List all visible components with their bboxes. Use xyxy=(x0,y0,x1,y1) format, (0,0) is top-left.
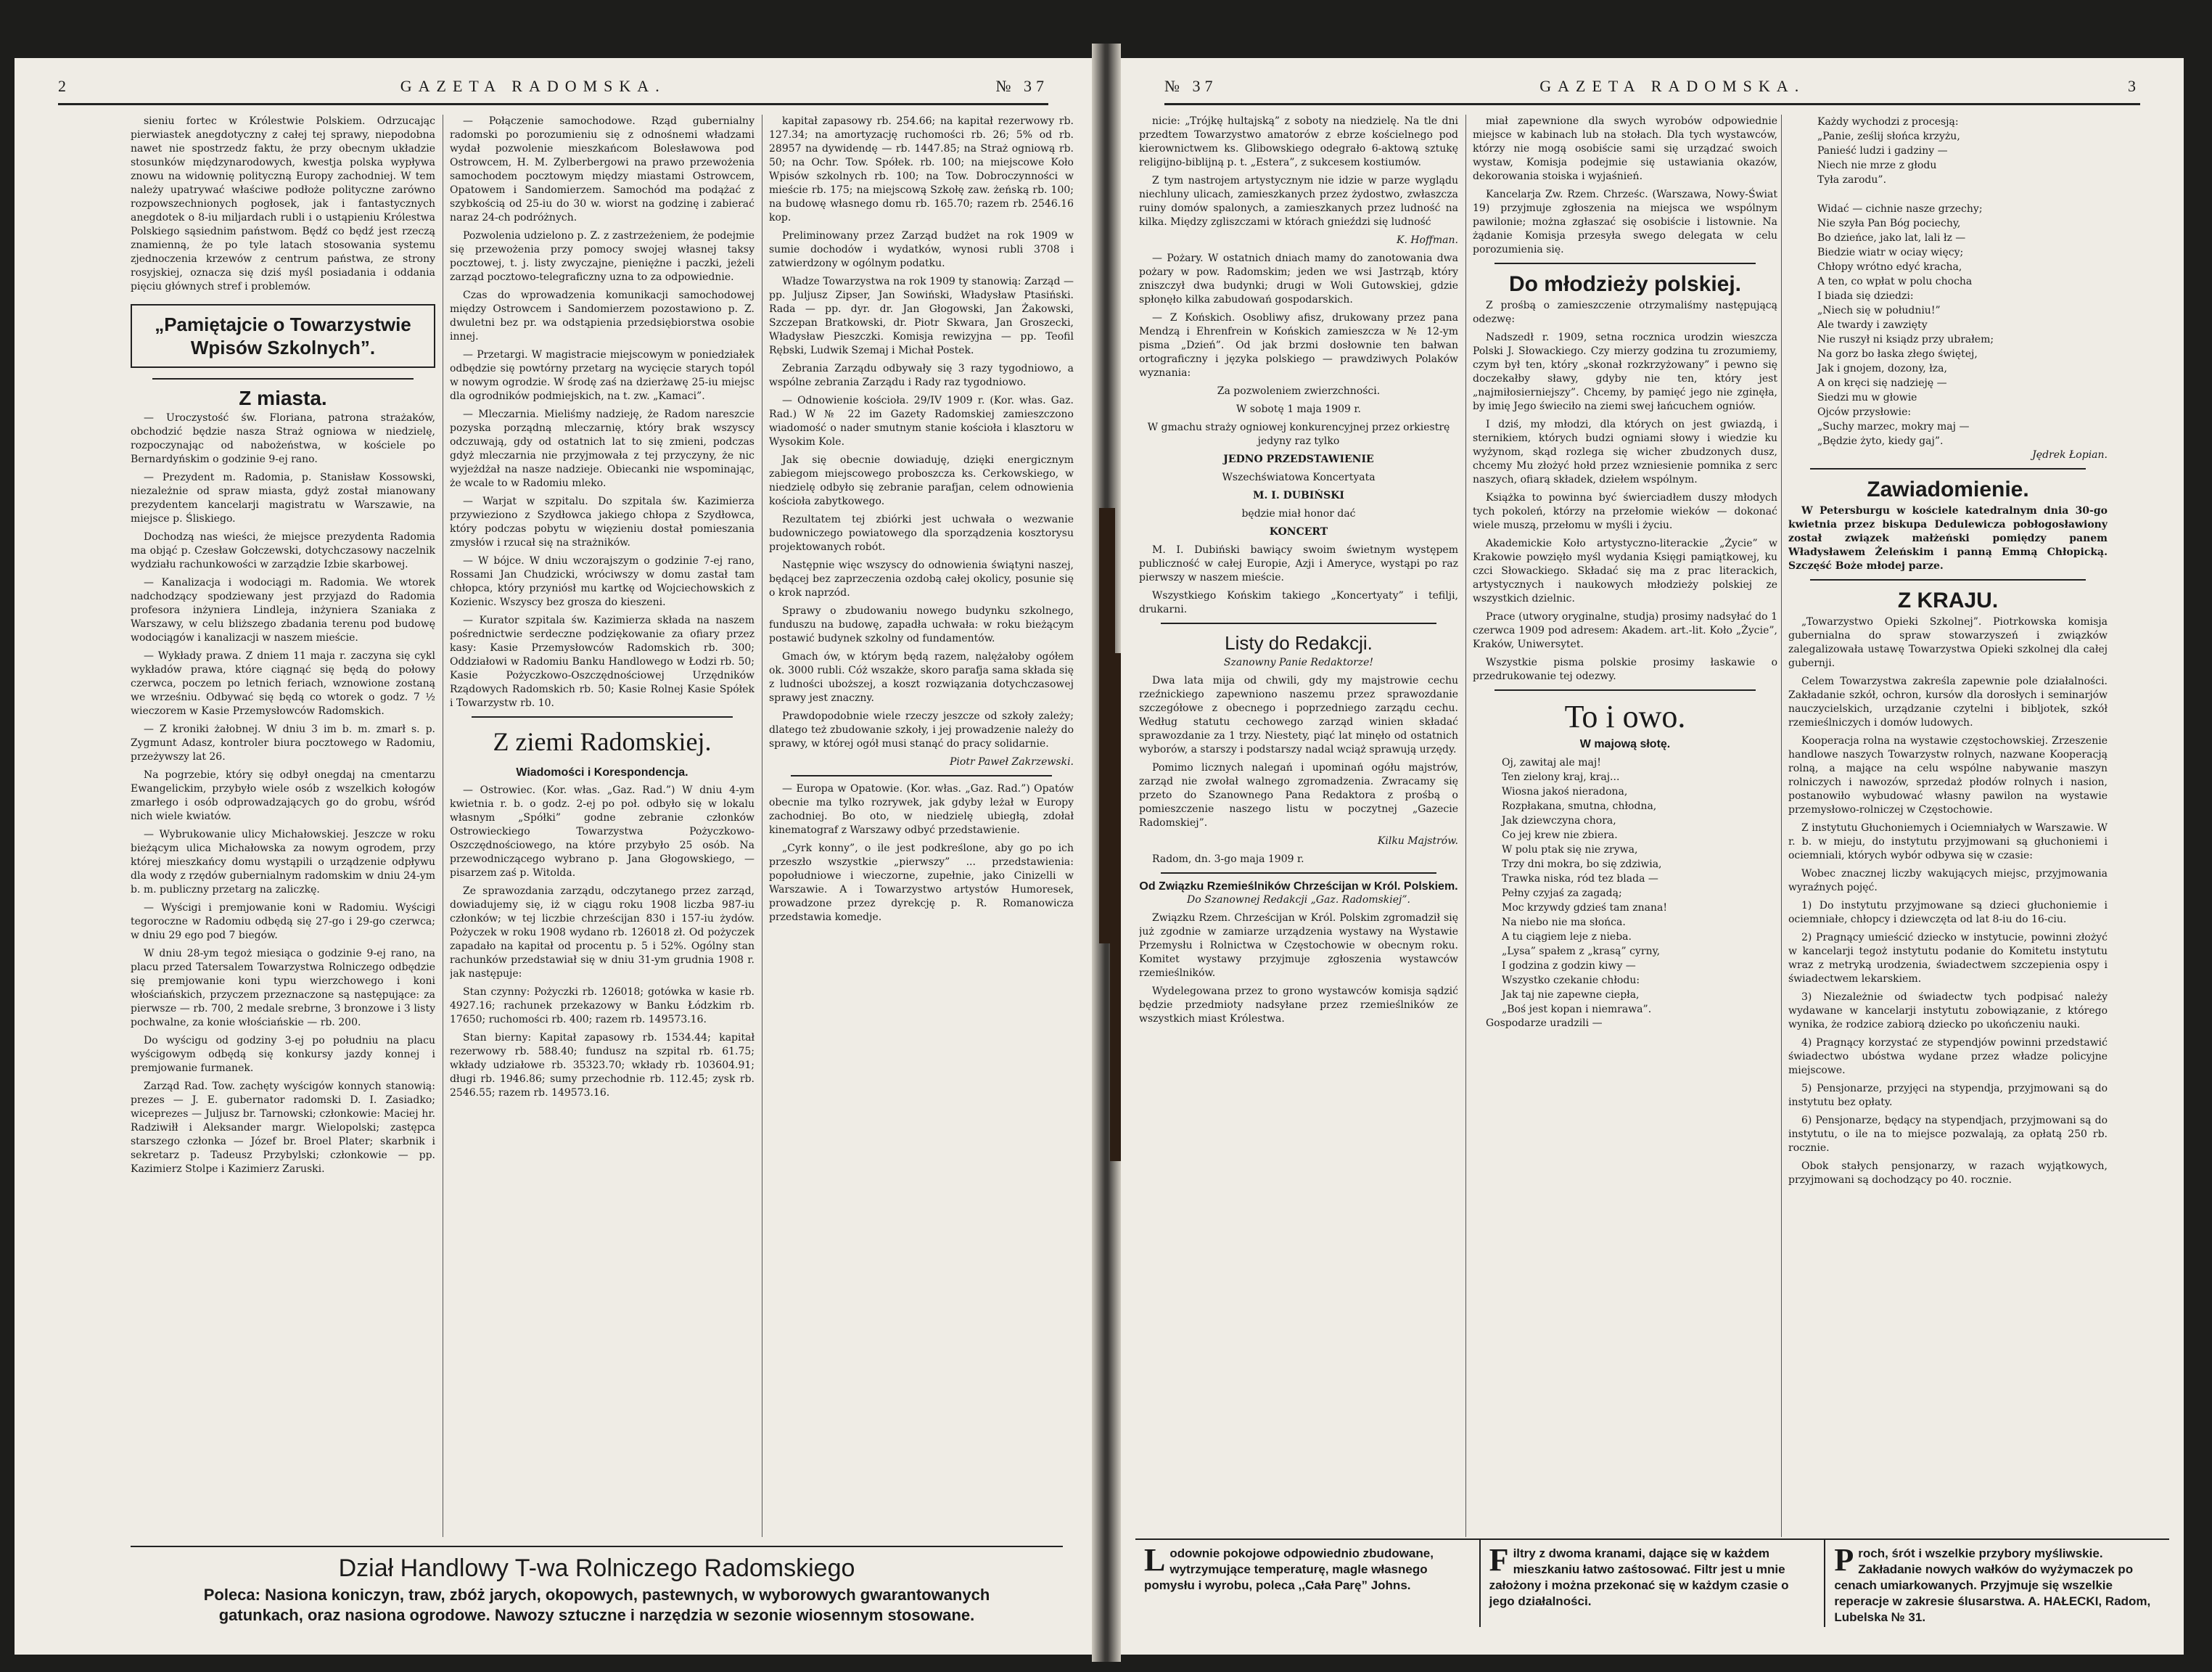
poem-title: W majową słotę. xyxy=(1579,738,1671,750)
classified-ad xyxy=(1135,1540,1481,1627)
article-paragraph: W dniu 28-ym tegoż miesiąca o godzinie 9-ej rano, na placu przed Tatersalem Towarzystwa Rolniczego odbędzie się premjowanie koni typu wierzchowego i koni włościańskich, przyczem przeznaczone są następujące: za pierwsze — rb. 700, 2 medale srebrne, 3 bronzowe i 3 listy pochwalne, za konie włościańskie — rb. 200. xyxy=(131,948,435,1028)
article-paragraph: Zarząd Rad. Tow. zachęty wyścigów konnych stanowią: prezes — J. E. gubernator radomski D. I. Zasiadko; wiceprezes — Juljusz br. Tarnowski; członkowie: Maciej hr. Radziwiłł i Aleksander margr. Wielopolski; zastępca starszego członka — Józef br. Broel Plater; skarbnik i sekretarz p. Tadeusz Przybylski; członkowie — pp. Kazimierz Stolpe i Kazimierz Zaruski. xyxy=(131,1081,435,1175)
poem-line: Nie ruszył ni ksiądz przy ubrałem; xyxy=(1817,334,1994,345)
article-paragraph: Akademickie Koło artystyczno-literackie „Życie” w Krakowie powzięło myśl wydania Księgi pamiątkowej, ku czci Słowackiego. Składać się ma z prac literackich, artystycznych i naukowych młodzieży polskiej ze wszystkich dzielnic. xyxy=(1473,538,1777,605)
article-paragraph: Czas do wprowadzenia komunikacji samochodowej między Ostrowcem i Sandomierzem pozostawiono p. Z. dwuletni bez pr. wa odstąpienia przedsiębiorstwa osobie innej. xyxy=(450,290,755,343)
article-paragraph: Obok stałych pensjonarzy, w razach wyjątkowych, przyjmowani są dochodzący po 40. rocznie. xyxy=(1788,1160,2108,1186)
article-paragraph: 1) Do instytutu przyjmowane są dzieci głuchoniemie i ociemniałe, chłopcy i dziewczęta od lat 8-iu do 16-ciu. xyxy=(1788,900,2108,925)
article-paragraph: Celem Towarzystwa zakreśla zapewnie pole działalności. Zakładanie szkół, ochron, kursów dla dorosłych i seminarjów nauczycielskich, urządzanie czytelni i bibljotek, szkół rzemieślniczych i domów ludowych. xyxy=(1788,676,2108,729)
divider xyxy=(152,378,414,380)
poem-line: Ten zielony kraj, kraj... xyxy=(1502,771,1620,783)
poem-line: Bo dzieńce, jako lat, lali łz — xyxy=(1817,232,1966,244)
left-issue-number: № 37 xyxy=(995,77,1048,95)
left-page xyxy=(15,58,1092,1655)
left-page-number: 2 xyxy=(58,77,70,95)
ad-line: gatunkach, oraz nasiona ogrodowe. Nawozy sztuczne i narzędzia w sezonie wiosennym stosowane. xyxy=(218,1606,975,1624)
left-running-title: GAZETA RADOMSKA. xyxy=(400,77,666,95)
divider xyxy=(1494,689,1756,691)
article-paragraph: 3) Niezależnie od świadectw tych podpisać należy wydawane w kancelarji instytutu zobowiązanie, z którego wynika, że rodzice zabiorą dziecko po ukończeniu nauki. xyxy=(1788,991,2108,1030)
right-running-head xyxy=(1164,74,2140,99)
poem-line: Moc krzywdy gdzieś tam znana! xyxy=(1502,902,1667,914)
poem-line: A on kręci się nadzieję — xyxy=(1817,377,1947,389)
poem-line: Na niebo nie ma słońca. xyxy=(1502,917,1626,928)
section-heading: Z KRAJU. xyxy=(1897,589,1999,612)
article-paragraph: 6) Pensjonarze, będący na stypendjach, przyjmowani są do instytutu, o ile na to miejsce pozwalają, za opłatą 250 rb. rocznie. xyxy=(1788,1115,2108,1154)
right-issue-number: № 37 xyxy=(1164,77,1217,95)
left-header-rule xyxy=(58,103,1048,105)
article-paragraph: Pozwolenia udzielono p. Z. z zastrzeżeniem, że podejmie się przewożenia przy pomocy swojej własnej taksy pocztowej, t. j. listy zwyczajne, pieniężne i paczki, jeżeli zarząd pocztowo-telegraficzny uzna to za odpowiednie. xyxy=(450,230,755,283)
article-paragraph: Wydelegowana przez to grono wystawców komisja sądzić będzie przedmioty nadsyłane przez rzemieślników ze wszystkich miast Królestwa. xyxy=(1139,985,1458,1025)
section-heading: Do młodzieży polskiej. xyxy=(1508,272,1742,296)
signature: Piotr Paweł Zakrzewski. xyxy=(950,756,1074,768)
article-paragraph: Pomimo licznych nalegań i upominań ogółu majstrów, zarząd nie zwołał walnego zgromadzenia. Zwracamy się przeto do Szanownego Pana Redaktora z prośbą o pomieszczenie naszego listu w poczytnej „Gazecie Radomskiej”. xyxy=(1139,762,1458,829)
notice-line: będzie miał honor dać xyxy=(1241,508,1356,520)
section-heading: Listy do Redakcji. xyxy=(1225,632,1373,654)
left-running-head xyxy=(58,74,1048,99)
article-paragraph: Zebrania Zarządu odbywały się 3 razy tygodniowo, a wspólne zebrania Zarządu i Rady raz tygodniowo. xyxy=(769,363,1074,388)
right-column-1 xyxy=(1139,115,1458,1537)
divider xyxy=(472,716,733,718)
article-paragraph: „Towarzystwo Opieki Szkolnej”. Piotrkowska komisja gubernialna do spraw stowarzyszeń i związków zalegalizowała ustawę Towarzystwa Opieki szkolnej dla całej gubernji. xyxy=(1788,616,2108,669)
section-heading: Od Związku Rzemieślników Chrześcijan w Król. Polskiem. xyxy=(1139,880,1458,893)
poem-line: Jak taj nie zapewne ciepła, xyxy=(1502,989,1640,1001)
poem-line: Trawka niska, ród tez blada — xyxy=(1502,873,1658,885)
poem-line: I biada się dziedzi: xyxy=(1817,290,1914,302)
article-paragraph: Z instytutu Głuchoniemych i Ociemniałych w Warszawie. W r. b. w mieju, do instytutu przyjmowani są głuchoniemi i ociemniali, których wybór odbywa się w czasie: xyxy=(1788,822,2108,861)
article-paragraph: — Kurator szpitala św. Kazimierza składa na naszem pośrednictwie serdeczne podziękowanie za ofiary przez kasy: Kasie Przemysłowców Radomskich rb. 300; Oddziałowi w Radomiu Banku Handlowego w Łodzi rb. 50; Kasie Pożyczkowo-Oszczędnościowej Urzędników Rządowych Radomskich rb. 50; Kasie Rolnej Kasie Spółek i Towarzystw rb. 10. xyxy=(450,615,755,709)
article-paragraph: — Wybrukowanie ulicy Michałowskiej. Jeszcze w roku bieżącym ulica Michałowska za nowym ogrodem, przy której mieszkańcy domu wystąpili o urządzenie odpływu dla wody z rzędów gubernialnym radomskim w dniu 24-ym b. m. publiczny przetarg na zaliczkę. xyxy=(131,829,435,896)
article-paragraph: — Z Końskich. Osobliwy afisz, drukowany przez pana Mendzą i Ehrenfrein w Końskich zamieszcza w № 12-ym pisma „Dzień”. Od jak brzmi dosłownie ten bałwan ortograficzny i języka polskiego — prawdziwych Polaków wyznania: xyxy=(1139,312,1458,379)
poem-line: Wszystko czekanie chłodu: xyxy=(1502,975,1640,986)
poem-line: Jak dziewczyna chora, xyxy=(1502,815,1616,827)
poem-line: „Suchy marzec, mokry maj — xyxy=(1817,421,1970,433)
article-paragraph: Kancelarja Zw. Rzem. Chrześc. (Warszawa, Nowy-Świat 19) przyjmuje zgłoszenia na miejsca we wspólnym pawilonie; można zgłaszać się osobiście i listownie. Na żądanie Komisja przesyła swego delegata w celu porozumienia się. xyxy=(1473,189,1777,255)
article-paragraph: Gmach ów, w którym będą razem, nalężałoby ogółem ok. 3000 rubli. Cóż wszakże, skoro parafja sama składa się z ludności uboższej, a koszt rozwiązania dotychczasowej sprawy jest znaczny. xyxy=(769,651,1074,704)
signature: K. Hoffman. xyxy=(1396,234,1458,246)
advertisement-banner xyxy=(131,1546,1063,1634)
article-paragraph: sieniu fortec w Królestwie Polskiem. Odrzucając pierwiastek anegdotyczny z całej tej sprawy, niepodobna nawet nie spostrzedz faktu, że przy obecnym układzie stosunków międzynarodowych, kwestja polska wypływa znowu na widownię polityczną Europy zachodniej. W tem należy upatrywać właściwe podłoże polityczne zarówno rozpowszechnionych pogłosek, jak i fantastycznych anegdotek o 8-iu miljardach rubli i o ustąpieniu Królestwa Polskiego sąsiednim państwom. Będź co będź jest rzeczą znamienną, że po tyle latach stosowania systemu zjednoczenia krzewów z centrum państwa, ze strony rosyjskiej, oznacza się dziś myśl posiadania i oddania pięciu głównych stref i problemów. xyxy=(131,115,435,292)
article-paragraph: Na pogrzebie, który się odbył onegdaj na cmentarzu Ewangelickim, przybyło wiele osób z wszelkich kołogów zmarłego i osób odprowadzających go do grobu, wśród nich wiele kwiatów. xyxy=(131,769,435,822)
poem-line: Wiosna jakoś nieradona, xyxy=(1502,786,1628,798)
poem-line: Pełny czyjaś za zagadą; xyxy=(1502,888,1622,899)
section-heading: Z ziemi Radomskiej. xyxy=(493,727,712,756)
article-paragraph: — Prezydent m. Radomia, p. Stanisław Kossowski, niezależnie od spraw miasta, gdyż został mianowany prezydentem kancelarji magistratu w Warszawie, na miejsce p. Śliskiego. xyxy=(131,472,435,525)
date-line: Radom, dn. 3-go maja 1909 r. xyxy=(1152,853,1304,865)
article-paragraph: — Europa w Opatowie. (Kor. włas. „Gaz. Rad.”) Opatów obecnie ma tylko rozrywek, jak gdyby leżał w Europy zachodniej. Bo oto, w niedzielę ubiegłą, zdołał kinematograf z Warszawy odbyć przedstawienie. xyxy=(769,783,1074,836)
section-heading: Zawiadomienie. xyxy=(1867,478,2029,501)
poem-line: Siedzi mu w głowie xyxy=(1817,392,1917,403)
article-paragraph: Książka to powinna być świerciadłem duszy młodych tych pokoleń, którzy na przełomie wieków — dokonać wiele muszą, przełomu w myśli i życiu. xyxy=(1473,492,1777,531)
poem-line: „Lysa” spałem z „krasą” cyrny, xyxy=(1502,946,1661,957)
boxed-slogan: „Pamiętajcie o Towarzystwie Wpisów Szkolnych”. xyxy=(131,304,435,368)
classified-ad xyxy=(1825,1540,2169,1627)
left-column-3 xyxy=(769,115,1074,1537)
right-page xyxy=(1121,58,2184,1655)
article-paragraph: M. I. Dubiński bawiący swoim świetnym występem publiczność w całej Europie, Azji i Ameryce, wystąpi po raz pierwszy w naszem mieście. xyxy=(1139,544,1458,583)
classified-ads-row xyxy=(1135,1538,2169,1627)
classified-ad xyxy=(1481,1540,1826,1627)
divider xyxy=(791,775,1052,776)
poem-line: Niech nie mrze z głodu xyxy=(1817,160,1937,171)
article-paragraph: Sprawy o zbudowaniu nowego budynku szkolnego, funduszu na budowę, zapadła uchwała: w roku bieżącym postawić budynek szkolny od fundamentów. xyxy=(769,605,1074,644)
right-running-title: GAZETA RADOMSKA. xyxy=(1539,77,1806,95)
left-column-2 xyxy=(450,115,755,1537)
article-paragraph: — Wykłady prawa. Z dniem 11 maja r. zaczyna się cykl wykładów prawa, które ciągnąć się będą do połowy czerwca, poczem po letnich feriach, wznowione zostaną we wrześniu. Odbywać się będą co wtorek o godz. 7 ½ wieczorem w Kasie Przemysłowców Radomskich. xyxy=(131,650,435,717)
article-paragraph: Preliminowany przez Zarząd budżet na rok 1909 w sumie dochodów i wydatków, wynosi rubli 3708 i zatwierdzony w ogólnym podatku. xyxy=(769,230,1074,269)
ad-title: Dział Handlowy T-wa Rolniczego Radomskiego xyxy=(338,1554,855,1582)
article-paragraph: Dochodzą nas wieści, że miejsce prezydenta Radomia ma objąć p. Czesław Gołczewski, dotychczasowy naczelnik wydziału rachunkowości w zarządzie Izbie skarbowej. xyxy=(131,531,435,570)
right-column-3 xyxy=(1788,115,2108,1537)
divider xyxy=(1810,579,2086,581)
article-paragraph: Stan czynny: Pożyczki rb. 126018; gotówka w kasie rb. 4927.16; rachunek przekazowy w Banku Łódzkim rb. 17650; ruchomości rb. 400; razem rb. 149573.16. xyxy=(450,986,755,1025)
article-paragraph: — Uroczystość św. Floriana, patrona strażaków, obchodzić będzie nasza Straż ogniowa w niedzielę, rozpoczynając od nabożeństwa, w kościele po Bernardyńskim o godzinie 9-ej rano. xyxy=(131,412,435,465)
article-paragraph: Dwa lata mija od chwili, gdy my majstrowie cechu rzeźnickiego zapewniono naszemu przez sprawozdanie szczegółowe z obecnego i poprzedniego zarządu cechu. Według statutu cechowego zarząd winien składać sprawozdanie za 1 trzy. Niestety, piąć lat minęło od ostatnich wyborów, a starszy i podstarszy nadal wciąż sprawują urzędy. xyxy=(1139,675,1458,755)
article-paragraph: — W bójce. W dniu wczorajszym o godzinie 7-ej rano, Rossami Jan Chudzicki, wróciwszy w domu zastał tam chłopca, który przyniósł mu kartkę od Wojciechowskich z Kozienic. Wszyscy bez grosza do kieszeni. xyxy=(450,555,755,608)
right-page-number: 3 xyxy=(2127,77,2140,95)
column-rule xyxy=(1465,115,1466,1537)
article-paragraph: 2) Pragnący umieścić dziecko w instytucie, powinni złożyć w kancelarji tegoż instytutu podanie do Komitetu instytutu wraz z metryką urodzenia, świadectwem szczepienia ospy i świadectwem lekarskiem. xyxy=(1788,932,2108,985)
poem-line: I godzina z godzin kiwy — xyxy=(1502,960,1636,972)
article-paragraph: 4) Pragnący korzystać ze stypendjów powinni przedstawić świadectwo ubóstwa wydane przez władze policyjne miejscowe. xyxy=(1788,1037,2108,1076)
article-paragraph: W Petersburgu w kościele katedralnym dnia 30-go kwietnia przez biskupa Dedulewicza pobłogosławiony został związek małżeński pomiędzy panem Władysławem Żeleńskim i panną Emmą Chłopicką. Szczęść Boże młodej parze. xyxy=(1788,505,2108,572)
poem-line: Chłopy wrótno edyć kracha, xyxy=(1817,261,1962,273)
poem-line: W polu ptak się nie zrywa, xyxy=(1502,844,1638,856)
article-paragraph: — Mleczarnia. Mieliśmy nadzieję, że Radom nareszcie pozyska porządną mleczarnię, który brak wszyscy odczuwają, gdy od ostatnich lat to się zmieni, podczas gdyż mleczarnia nie przyjmowała z tej przyczyny, że nic wyjeżdżał na nasze nadzieje. Obiecanki nie wspominając, że wcale to w Radomiu mleko. xyxy=(450,409,755,489)
article-paragraph: Władze Towarzystwa na rok 1909 ty stanowią: Zarząd — pp. Juljusz Zipser, Jan Sowiński, Władysław Ptasiński. Rada — pp. dyr. dr. Jan Głogowski, Jan Żakowski, Szczepan Bratkowski, dr. Piotr Skwara, Jan Groszecki, Władysław Pieszczki. Komisja rewizyjna — pp. Teofil Rębski, Ludwik Szemaj i Michał Postek. xyxy=(769,276,1074,356)
article-paragraph: „Cyrk konny”, o ile jest podkreślone, aby go po ich przeszło wszystkie „pierwszy” ... przedstawienia: popołudniowe i wieczorne, zupełnie, jako Cinizelli w Warszawie. A i Towarzystwo artystów Humoresek, prowadzone przez dyrekcję p. R. Romanowicza przedstawia komedje. xyxy=(769,843,1074,923)
divider xyxy=(1161,623,1436,624)
article-paragraph: Wobec znacznej liczby wakujących miejsc, przyjmowania wyraźnych pojęć. xyxy=(1788,868,2108,893)
ad-text: roch, śrót i wszelkie przybory myśliwskie. Zakładanie nowych wałków do wyżymaczek po cenach umiarkowanych. Przyjmuje się wszelkie reperacje w zakresie ślusarstwa. A. HAŁECKI, Radom, Lubelska № 31. xyxy=(1834,1546,2151,1624)
ad-line: Poleca: Nasiona koniczyn, traw, zbóż jarych, okopowych, pastewnych, w wyborowych gwarantowanych xyxy=(203,1586,990,1604)
divider xyxy=(1494,263,1756,264)
notice-line: W sobotę 1 maja 1909 r. xyxy=(1235,403,1361,415)
notice-line: JEDNO PRZEDSTAWIENIE xyxy=(1223,454,1374,465)
poem-line: Panieść ludzi i gadziny — xyxy=(1817,145,1948,157)
article-paragraph: Jak się obecnie dowiaduję, dzięki energicznym zabiegom miejscowego proboszcza ks. Cerkowskiego, w niedzielę odbyło się zebranie parafjan, celem odnowienia kościoła zabytkowego. xyxy=(769,454,1074,507)
poem-line: „Boś jest kopan i niemrawa”. xyxy=(1502,1004,1652,1015)
poem-line: Trzy dni mokra, bo się zdziwia, xyxy=(1502,858,1662,870)
divider xyxy=(1161,872,1436,874)
left-column-1 xyxy=(131,115,435,1537)
poem-line: Na gorz bo łaska złego świętej, xyxy=(1817,348,1978,360)
notice-line: KONCERT xyxy=(1269,526,1328,538)
article-paragraph: — Wyścigi i premjowanie koni w Radomiu. Wyścigi tegoroczne w Radomiu odbędą się 27-go i 29-go czerwca; w dniu 29 ego pod 7 biegów. xyxy=(131,902,435,941)
poem-line: Gospodarze uradzili — xyxy=(1486,1017,1603,1029)
notice-line: W gmachu straży ogniowej konkurencyjnej przez orkiestrę jedyny raz tylko xyxy=(1147,422,1450,447)
poem-line: „Panie, ześlij słońca krzyżu, xyxy=(1817,131,1960,142)
article-paragraph: Wszystkie pisma polskie prosimy łaskawie o przedrukowanie tej odezwy. xyxy=(1473,657,1777,682)
article-paragraph: — Pożary. W ostatnich dniach mamy do zanotowania dwa pożary w pow. Radomskim; jeden we wsi Jastrząb, który zniszczył dwa budynki; drugi w Woli Gutowskiej, gdzie spłonęło kilka zabudowań gospodarskich. xyxy=(1139,253,1458,306)
article-paragraph: — Ostrowiec. (Kor. włas. „Gaz. Rad.”) W dniu 4-ym kwietnia r. b. o godz. 2-ej po poł. odbyło się w lokalu własnym „Spółki” godne zebranie członków Ostrowieckiego Towarzystwa Pożyczkowo-Oszczędnościowego, na które przybyło 25 osób. Na przewodniczącego wybrano p. Jana Głogowskiego, — pisarzem zaś p. Witolda. xyxy=(450,784,755,879)
article-paragraph: I dziś, my młodzi, dla których on jest gwiazdą, i sternikiem, których budzi ogniami słowy i wiedzie ku wyżynom, skąd rozlega się wicher zbudzonych dusz, chcemy Mu złożyć hołd przez wzniesienie pomnika z serc naszych, ofiarą składek, dziełem wspólnym. xyxy=(1473,419,1777,485)
poem-line: Ale twardy i zawzięty xyxy=(1817,319,1928,331)
article-paragraph: 5) Pensjonarze, przyjęci na stypendja, przyjmowani są do instytutu bez opłaty. xyxy=(1788,1083,2108,1108)
article-paragraph: Nadszedł r. 1909, setna rocznica urodzin wieszcza Polski J. Słowackiego. Czy mierzy godzina tu zrozumiemy, czym był ten, który „skonał rozkrzyżowany” i pewno się doczekałby sławy, gdyby nie ten, który jest „najmiłosierniejszy”. Chcemy, by pamięć jego nie zginęła, by imię Jego świeciło na ziemi swej łańcuchem ogniów. xyxy=(1473,332,1777,412)
article-paragraph: nicie: „Trójkę hultajską” z soboty na niedzielę. Na tle dni przedtem Towarzystwo amatorów z ebrze kościelnego pod kierownictwem ks. Glibowskiego odegrało 6-aktową sztukę religijno-biblijną p. t. „Estera”, z sukcesem kostiumów. xyxy=(1139,115,1458,168)
article-paragraph: Ze sprawozdania zarządu, odczytanego przez zarząd, dowiadujemy się, iż w ciągu roku 1908 liczba 987-iu członków; w tej liczbie chrześcijan 830 i 157-iu żydów. Pożyczek w roku 1908 wydano rb. 126018 zł. Od pożyczek zapadało na kapitał od procentu p. 5 i 52%. Ogólny stan rachunków przedstawiał się w dniu 31-ym grudnia 1908 r. jak następuje: xyxy=(450,885,755,980)
drop-cap: L xyxy=(1144,1542,1166,1578)
article-paragraph: miał zapewnione dla swych wyrobów odpowiednie miejsce w kabinach lub na stołach. Dla tych wystawców, którzy nie mogą osobiście sami się urządzać swoich wystaw, Komisja podejmie się ustawiania okazów, dekorowania stoiska i wyjaśnień. xyxy=(1473,115,1777,182)
section-heading: Z miasta. xyxy=(239,387,327,409)
poem-line: Widać — cichnie nasze grzechy; xyxy=(1817,203,1983,215)
ad-text: iltry z dwoma kranami, dające się w każdem mieszkaniu łatwo zaśtosować. Filtr jest u mnie założony i można przekonać się w każdym czasie o jego działalności. xyxy=(1489,1546,1789,1608)
article-paragraph: — Kanalizacja i wodociągi m. Radomia. We wtorek nadchodzący spodziewany jest przyjazd do Radomia profesora inżyniera Lindleja, inżyniera Szaniaka z Warszawy, w celu bliższego zbadania terenu pod budowę wodociągów i kanalizacji w naszem mieście. xyxy=(131,577,435,644)
poem-line: Co jej krew nie zbiera. xyxy=(1502,829,1618,841)
article-paragraph: kapitał zapasowy rb. 254.66; na kapitał rezerwowy rb. 127.34; na amortyzację ruchomości rb. 26; 5% od rb. 28957 na dywidendę — rb. 1447.85; na Straż ogniową rb. 50; na Ochr. Tow. Spółek. rb. 100; na miejscowe Koło Wpisów szkolnych rb. 100; na Tow. Dobroczynności w mieście rb. 175; na miejscową Szkołę zaw. żeńską rb. 100; na budowę własnego domu rb. 165.70; razem rb. 2546.16 kop. xyxy=(769,115,1074,224)
article-paragraph: Związku Rzem. Chrześcijan w Król. Polskim zgromadził się już zgodnie w zamiarze urządzenia wystawy na Wystawie Przemysłu i Rolnictwa w Częstochowie w obecnym roku. Komitet wystawy przyjmuje zgłoszenia wystawców rzemieślników. xyxy=(1139,912,1458,979)
salutation: Szanowny Panie Redaktorze! xyxy=(1223,657,1374,668)
article-paragraph: Wszystkiego Końskim takiego „Koncertyaty” i tefilji, drukarni. xyxy=(1139,590,1458,615)
article-paragraph: Prawdopodobnie wiele rzeczy jeszcze od szkoły zależy; dlatego też zbudowanie szkoły, i jej prowadzenie należy do sprawy, w której ogół musi stanąć do pracy solidarnie. xyxy=(769,710,1074,750)
signature: Kilku Majstrów. xyxy=(1377,835,1458,847)
poem-line: A tu ciągiem leje z nieba. xyxy=(1502,931,1632,943)
notice-line: Wszechświatowa Koncertyata xyxy=(1222,472,1376,483)
poem-line: A ten, co wpłat w polu chocha xyxy=(1817,276,1973,287)
right-header-rule xyxy=(1164,103,2140,105)
signature: Jędrek Łopian. xyxy=(2032,449,2108,461)
poem-line xyxy=(1817,187,2108,202)
article-paragraph: Rezultatem tej zbiórki jest uchwała o wezwanie budowniczego powiatowego dla sporządzenia kosztorysu projektowanych robót. xyxy=(769,514,1074,553)
drop-cap: F xyxy=(1489,1542,1509,1578)
article-paragraph: — Warjat w szpitalu. Do szpitala św. Kazimierza przywieziono z Szydłowca jakiego chłopa z Szydłowca, który podczas pobytu w więzieniu dostał pomieszania zmysłów i rzucał się na strażników. xyxy=(450,496,755,549)
poem-line: Rozpłakana, smutna, chłodna, xyxy=(1502,800,1657,812)
poem-line: Jak i gnojem, dozony, łza, xyxy=(1817,363,1947,374)
article-paragraph: Kooperacja rolna na wystawie częstochowskiej. Zrzeszenie handlowe naszych Towarzystw rolnych, nazwane Kooperacją rolną, a mające na celu wspólne nabywanie maszyn rolniczych i nawozów, sprzedaż płodów rolnych i nasion, postanowiło wybudować własny pawilon na wystawie przemysłowo-rolniczej w Częstochowie. xyxy=(1788,735,2108,816)
article-paragraph: Z prośbą o zamieszczenie otrzymaliśmy następującą odezwę: xyxy=(1473,300,1777,325)
poem xyxy=(1788,115,2108,448)
drop-cap: P xyxy=(1834,1542,1854,1578)
section-subheading: Wiadomości i Korespondencja. xyxy=(516,766,688,779)
article-paragraph: Stan bierny: Kapitał zapasowy rb. 1534.44; kapitał rezerwowy rb. 588.40; fundusz na szpital rb. 61.75; wkłady udziałowe rb. 35323.70; wkłady rb. 103604.91; długi rb. 1946.86; sumy przechodnie rb. 112.45; zysk rb. 2546.55; razem rb. 149573.16. xyxy=(450,1032,755,1099)
article-paragraph: — Odnowienie kościoła. 29/IV 1909 r. (Kor. włas. Gaz. Rad.) W № 22 im Gazety Radomskiej zamieszczono wiadomość o nader smutnym stanie kościoła i klasztoru w Wysokim Kole. xyxy=(769,395,1074,448)
salutation: Do Szanownej Redakcji „Gaz. Radomskiej”. xyxy=(1187,894,1410,906)
article-paragraph: — Połączenie samochodowe. Rząd gubernialny radomski po porozumieniu się z odnośnemi władzami wydał pozwolenie mieszkańcom Bolesławowa pod Ostrowcem, H. M. Zylberbergowi na prawo przewożenia samochodem pocztowym między miastami Ostrowcem, Opatowem i Sandomierzem. Samochód ma podążać z szybkością od 25-iu do 30 w. wiorst na godzinę i zabierać naraz 24-ch podróżnych. xyxy=(450,115,755,224)
article-paragraph: Do wyścigu od godziny 3-ej po południu na placu wyścigowym odbędą się konkursy jazdy konnej i premjowanie furmanek. xyxy=(131,1035,435,1074)
section-heading: To i owo. xyxy=(1564,699,1686,734)
poem-line: Biedzie wiatr w ociay więcy; xyxy=(1817,247,1964,258)
notice-line: Za pozwoleniem zwierzchności. xyxy=(1217,385,1381,397)
poem-line: Nie szyła Pan Bóg pociechy, xyxy=(1817,218,1961,229)
poem-line: „Niech się w południu!” xyxy=(1817,305,1941,316)
poem-line: Tyła zarodu”. xyxy=(1817,174,1887,186)
notice-line: M. I. DUBIŃSKI xyxy=(1253,490,1344,501)
poem-line: Każdy wychodzi z procesją: xyxy=(1817,116,1959,128)
divider xyxy=(1810,468,2086,470)
column-rule xyxy=(1781,115,1782,1537)
poem-line: Ojców przysłowie: xyxy=(1817,406,1912,418)
article-paragraph: — Przetargi. W magistracie miejscowym w poniedziałek odbędzie się powtórny przetarg na wycięcie starych topól w nowym ogrodzie. W środę zaś na dzierżawę 25-iu miejsc dla ogrodników podmiejskich, na t. zw. „Kamaci”. xyxy=(450,349,755,402)
article-paragraph: Następnie więc wszyscy do odnowienia świątyni naszej, będącej bez zaprzeczenia ozdobą całej okolicy, posunie się o krok naprzód. xyxy=(769,560,1074,599)
ad-text: odownie pokojowe odpowiednio zbudowane, wytrzymujące temperaturę, magle własnego pomysłu i wyrobu, poleca ,,Cała Parę” Johns. xyxy=(1144,1546,1434,1592)
article-paragraph: Prace (utwory oryginalne, studja) prosimy nadsyłać do 1 czerwca 1909 pod adresem: Akadem. art.-lit. Koło „Życie”, Kraków, Uniwersytet. xyxy=(1473,611,1777,650)
poem xyxy=(1473,755,1777,1017)
right-column-2 xyxy=(1473,115,1777,1537)
article-paragraph: Z tym nastrojem artystycznym nie idzie w parze wyglądu niechluny ulicach, zamieszkanych przez żydostwo, zwłaszcza ruiny domów spalonych, a zamieszkanych przez ludność na kilka. Między zgliszczami w którach gnieździ się ludność xyxy=(1139,175,1458,228)
poem-line: Oj, zawitaj ale maj! xyxy=(1502,757,1601,769)
article-paragraph: — Z kroniki żałobnej. W dniu 3 im b. m. zmarł s. p. Zygmunt Adasz, kontroler biura pocztowego w Radomiu, przeżywszy lat 26. xyxy=(131,724,435,763)
poem-line: „Będzie żyto, kiedy gaj”. xyxy=(1817,435,1944,447)
